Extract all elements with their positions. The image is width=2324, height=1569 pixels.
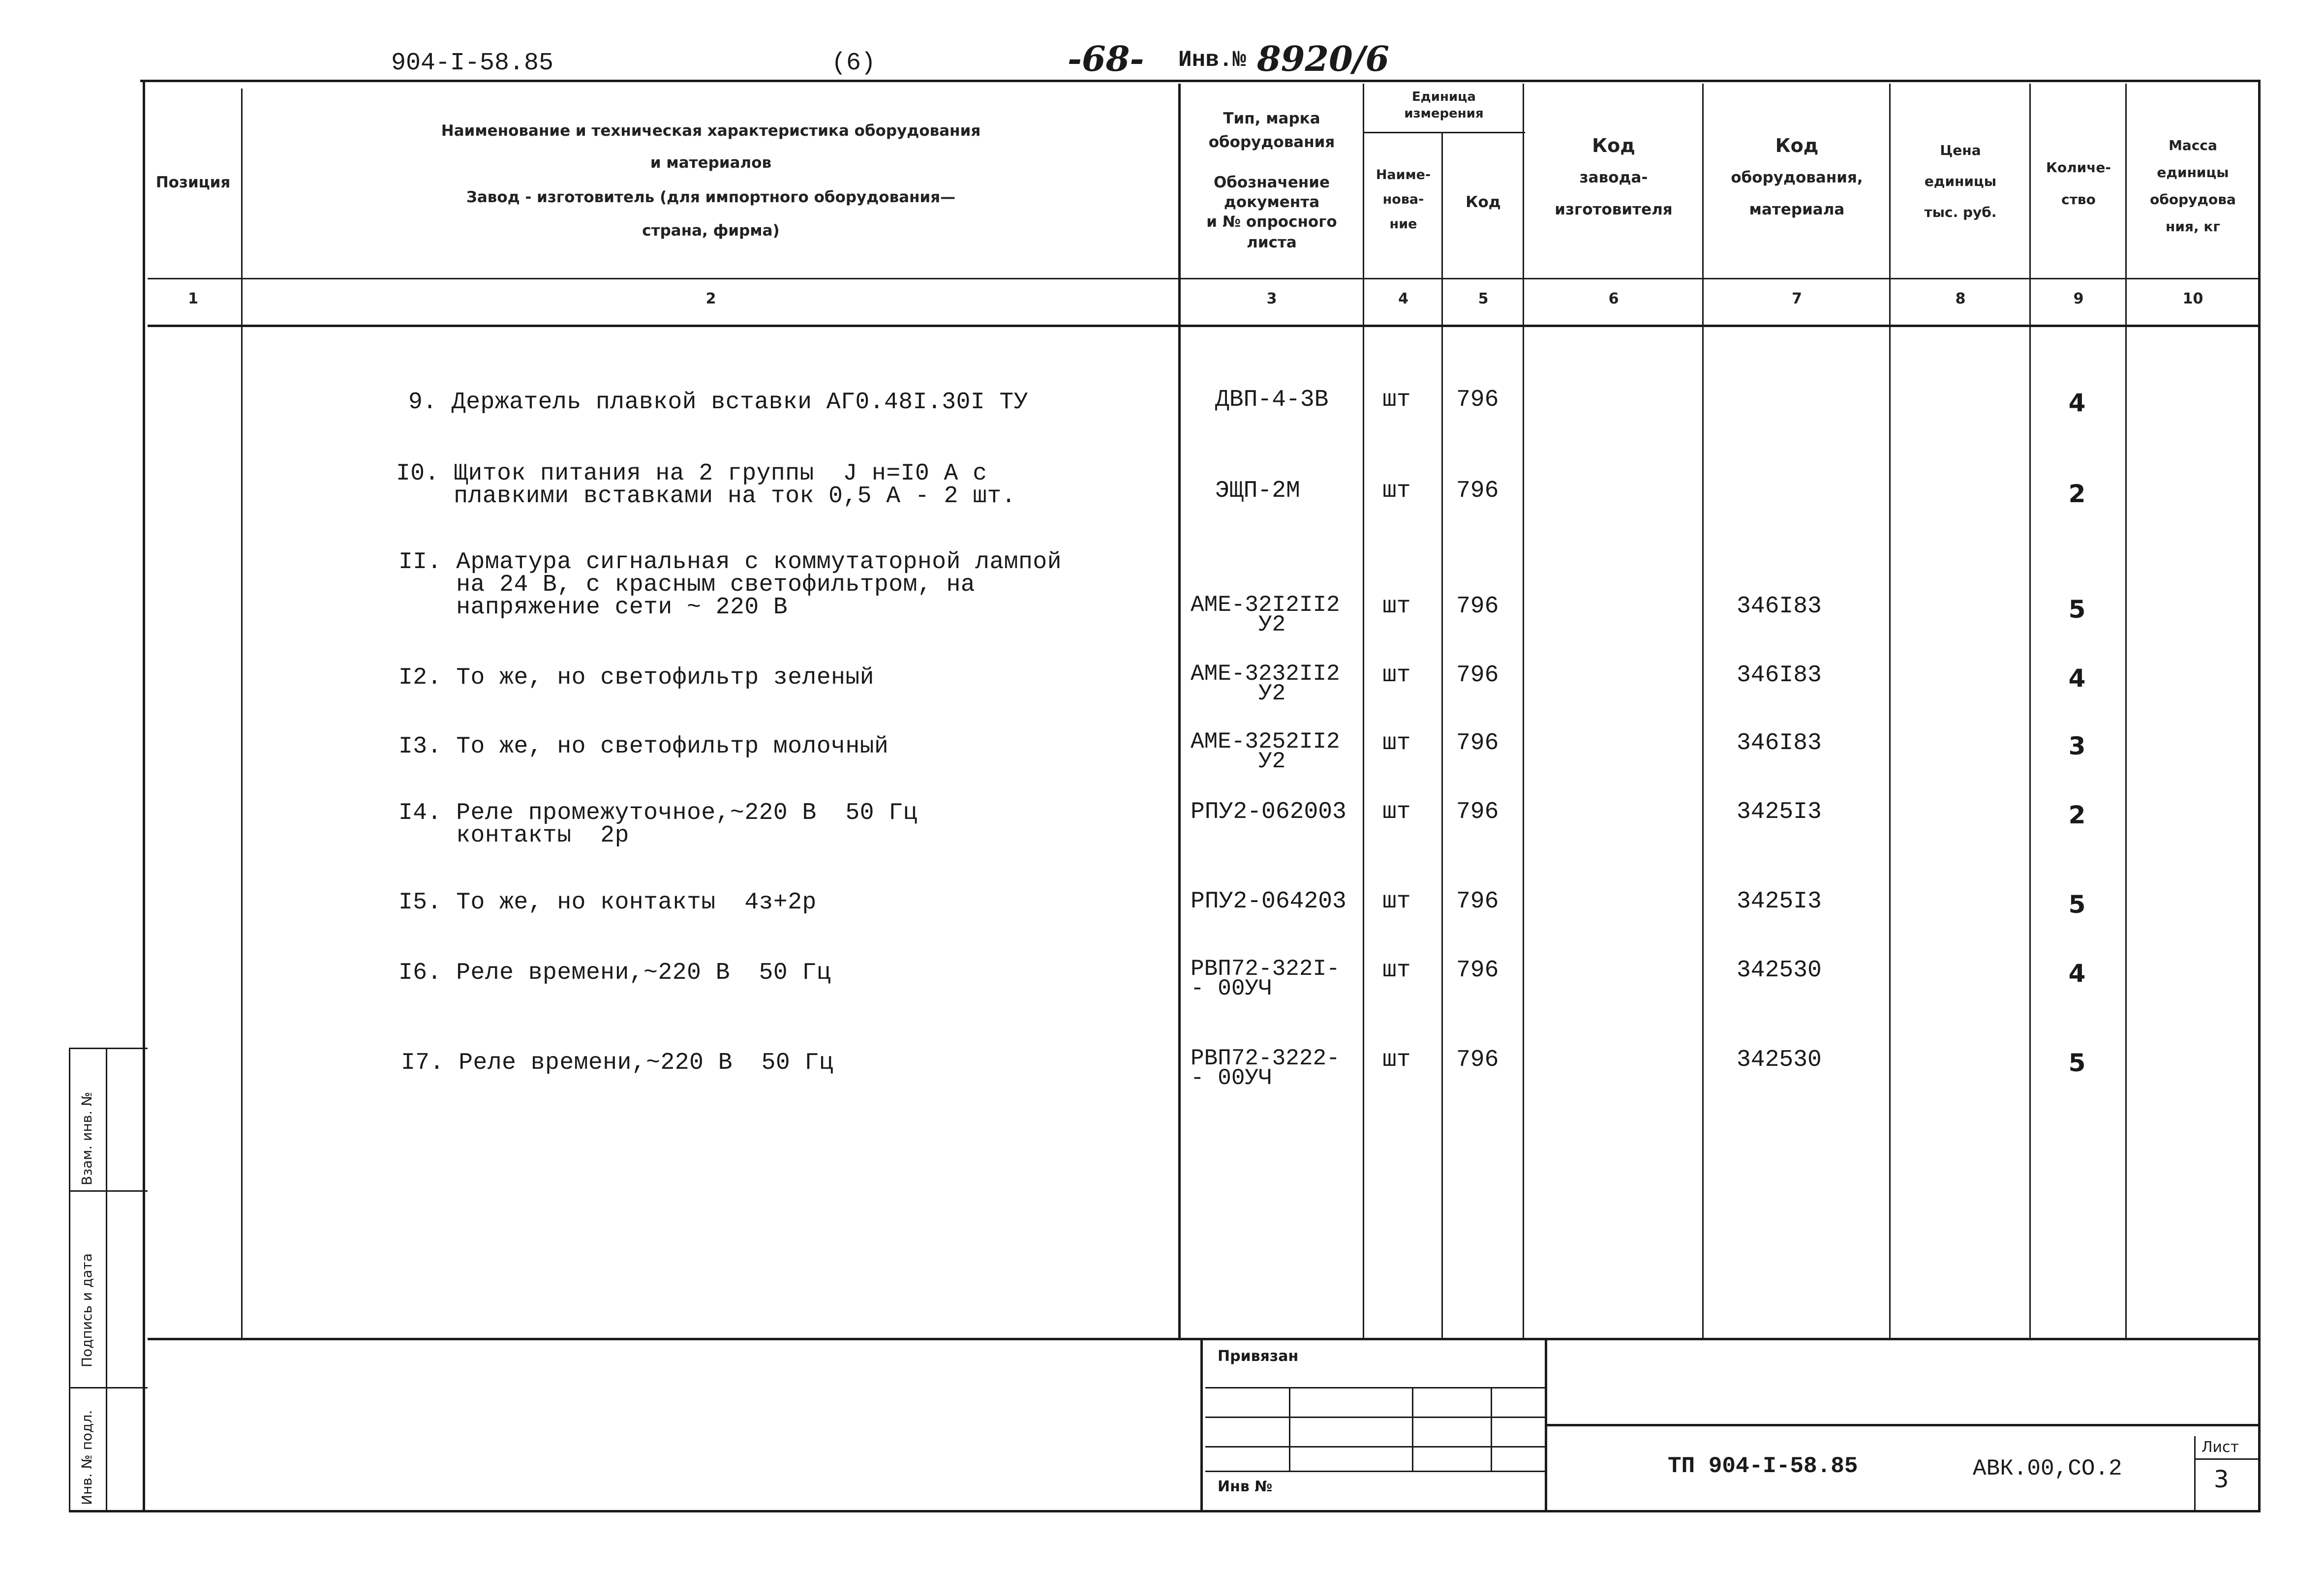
inv-number: 8920/6 [1257,38,1390,79]
doc-number: 904-I-58.85 [391,49,554,77]
item-material-code: 342530 [1737,1047,1822,1073]
header-factory-code-line2: завода- [1579,169,1648,186]
header-unit-name-line2: нова- [1382,192,1424,207]
item-type: РПУ2-064203 [1191,888,1346,915]
item-name: II. Арматура сигнальная с коммутаторной лампой на 24 В, с красным светофильтром, на напряжение сети ~ 220 В [398,549,1062,621]
item-name: I0. Щиток питания на 2 группы J н=I0 А с плавкими вставками на ток 0,5 А - 2 шт. [396,460,1016,510]
item-quantity: 4 [2068,389,2086,417]
item-unit-code: 796 [1456,662,1499,689]
inv-label: Инв.№ [1178,47,1247,73]
col-number: 4 [1398,290,1408,307]
header-mass-line3: оборудова [2150,191,2236,208]
header-price-line3: тыс. руб. [1924,204,1997,220]
header-type-line1: Тип, марка [1223,110,1320,127]
col-number: 2 [705,290,716,307]
item-unit: шт [1382,799,1411,825]
header-name-line1: Наименование и техническая характеристика оборудования [441,122,981,140]
item-unit: шт [1382,593,1411,620]
header-type-line6: листа [1247,234,1297,251]
item-name: I6. Реле времени,~220 В 50 Гц [398,960,831,986]
privyazan-label: Привязан [1218,1348,1299,1365]
item-material-code: 3425I3 [1737,888,1822,915]
item-quantity: 3 [2068,732,2086,760]
header-type-line2: оборудования [1208,133,1335,151]
item-unit-code: 796 [1456,730,1499,756]
page-mark: -68- [1068,38,1144,79]
item-unit-code: 796 [1456,387,1499,413]
header-mass-line2: единицы [2157,164,2229,181]
header-name-line3: Завод - изготовитель (для импортного оборудования— [466,188,956,206]
item-unit: шт [1382,957,1411,984]
header-price-line2: единицы [1924,173,1997,189]
item-unit-code: 796 [1456,799,1499,825]
item-unit: шт [1382,1047,1411,1073]
item-unit-code: 796 [1456,478,1499,504]
item-material-code: 342530 [1737,957,1822,984]
side-inv-podl: Инв. № подл. [79,1410,95,1505]
item-unit-code: 796 [1456,888,1499,915]
item-material-code: 346I83 [1737,593,1822,620]
item-material-code: 346I83 [1737,662,1822,689]
header-unit-name-line1: Наиме- [1376,167,1431,182]
col-number: 5 [1478,290,1489,307]
sheet-index: (6) [831,49,876,77]
col-number: 3 [1266,290,1277,307]
item-unit: шт [1382,387,1411,413]
sheet-code: АВК.00,СО.2 [1973,1456,2122,1481]
header-name-line2: и материалов [650,154,772,172]
item-quantity: 2 [2068,801,2086,829]
header-quantity-line1: Количе- [2046,159,2111,176]
item-unit-code: 796 [1456,593,1499,620]
item-type: ДВП-4-3В [1215,387,1329,413]
list-label: Лист [2202,1439,2239,1456]
header-unit-name-line3: ние [1389,216,1417,232]
item-unit: шт [1382,888,1411,915]
col-number: 8 [1955,290,1966,307]
header-material-code-line3: материала [1749,201,1845,218]
header-position: Позиция [155,174,231,191]
col-number: 1 [188,290,198,307]
header-factory-code-line3: изготовителя [1555,201,1673,218]
item-quantity: 4 [2068,959,2086,988]
item-quantity: 5 [2068,1049,2086,1077]
item-unit-code: 796 [1456,957,1499,984]
item-quantity: 5 [2068,595,2086,624]
item-type: РВП72-322I- - 00УЧ [1191,956,1340,1001]
header-material-code-line1: Код [1775,135,1819,156]
header-type-line3: Обозначение [1213,174,1330,191]
col-number: 10 [2182,290,2203,307]
header-unit-code: Код [1466,193,1501,211]
item-name: I5. То же, но контакты 4з+2р [398,889,817,916]
item-name: I3. То же, но светофильтр молочный [398,733,889,760]
col-number: 9 [2073,290,2084,307]
header-quantity-line2: ство [2061,191,2096,208]
item-unit: шт [1382,730,1411,756]
header-type-line5: и № опросного [1206,213,1337,231]
item-quantity: 2 [2068,480,2086,508]
list-number: 3 [2214,1466,2229,1493]
item-quantity: 5 [2068,890,2086,919]
item-type: ЭЩП-2М [1215,478,1300,504]
header-mass-line1: Масса [2169,137,2217,153]
item-type: АМЕ-32I2II2 У2 [1191,592,1340,637]
header-material-code-line2: оборудования, [1731,169,1863,186]
item-type: РВП72-3222- - 00УЧ [1191,1046,1340,1091]
item-name: I2. То же, но светофильтр зеленый [398,664,875,691]
item-unit-code: 796 [1456,1047,1499,1073]
item-material-code: 346I83 [1737,730,1822,756]
header-price-line1: Цена [1940,142,1981,158]
item-type: АМЕ-3252II2 У2 [1191,729,1340,774]
item-unit: шт [1382,662,1411,689]
header-factory-code-line1: Код [1592,135,1635,156]
item-unit: шт [1382,478,1411,504]
item-name: 9. Держатель плавкой вставки АГ0.48I.30I ТУ [408,389,1029,416]
col-number: 7 [1792,290,1802,307]
inv-no-label: Инв № [1218,1478,1273,1495]
item-quantity: 4 [2068,664,2086,693]
item-type: РПУ2-062003 [1191,799,1346,825]
header-unit-group-line1: Единица [1412,90,1476,104]
item-material-code: 3425I3 [1737,799,1822,825]
side-vzam-inv: Взам. инв. № [79,1091,95,1185]
project-code: ТП 904-I-58.85 [1668,1453,1858,1479]
header-mass-line4: ния, кг [2166,218,2220,235]
header-name-line4: страна, фирма) [642,222,780,240]
header-type-line4: документа [1223,193,1320,211]
side-podpis: Подпись и дата [79,1253,95,1367]
item-type: АМЕ-3232II2 У2 [1191,661,1340,706]
col-number: 6 [1608,290,1619,307]
item-name: I4. Реле промежуточное,~220 В 50 Гц контакты 2р [398,800,917,849]
header-unit-group-line2: измерения [1404,106,1484,121]
item-name: I7. Реле времени,~220 В 50 Гц [401,1050,834,1076]
